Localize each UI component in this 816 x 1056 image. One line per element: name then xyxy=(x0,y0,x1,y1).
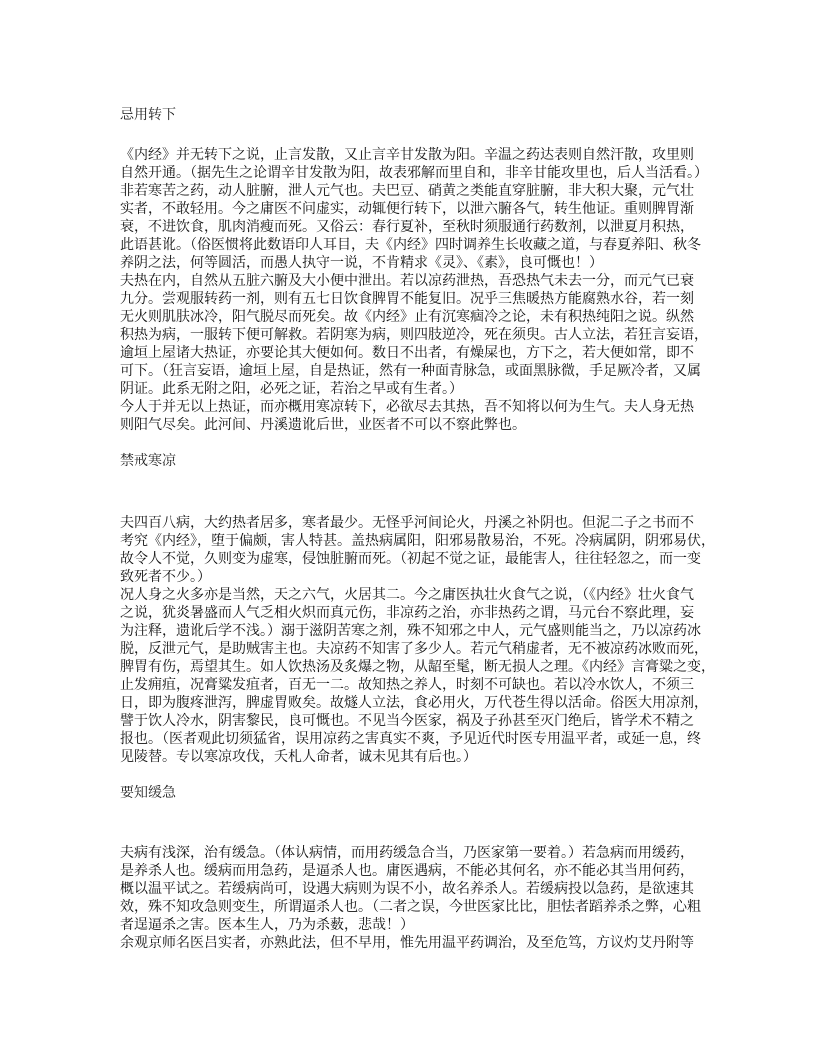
text-line: 者逞逼杀之害。医本生人，乃为杀薮，悲哉！） xyxy=(120,917,414,933)
text-line: 逾垣上屋诸大热证，亦要论其大便如何。数日不出者，有燥屎也，方下之，若大便如常，即不 xyxy=(120,345,694,361)
text-line: 《内经》并无转下之说，止言发散，又止言辛甘发散为阳。辛温之药达表则自然汗散，攻里则 xyxy=(120,147,694,163)
text-line: 余观京师名医吕实者，亦熟此法，但不早用，惟先用温平药调治，及至危笃，方议灼艾丹附等 xyxy=(120,935,694,951)
paragraph-3-2 xyxy=(120,934,700,952)
text-line: 则阳气尽矣。此河间、丹溪遗讹后世，业医者不可以不察此弊也。 xyxy=(120,417,526,433)
text-line: 脱，反泄元气，是助贼害主也。夫凉药不知害了多少人。若元气稍虚者，无不被凉药冰败而死， xyxy=(120,641,708,657)
section-heading-2: 禁戒寒凉 xyxy=(120,453,176,469)
text-line: 报也。（医者观此切须猛省，误用凉药之害真实不爽，予见近代时医专用温平者，或延一息，终 xyxy=(120,731,701,747)
text-line: 积热为病，一服转下便可解救。若阴寒为病，则四肢逆冷，死在须臾。古人立法，若狂言妄语， xyxy=(120,327,708,343)
text-line: 为注释，遗讹后学不浅。）溺于滋阴苦寒之剂，殊不知邪之中人，元气盛则能当之，乃以凉药冰 xyxy=(120,623,701,639)
paragraph-2-1 xyxy=(120,514,715,586)
paragraph-3-1 xyxy=(120,844,700,934)
text-line: 无火则肌肤冰冷，阳气脱尽而死矣。故《内经》止有沉寒痼冷之论，未有积热纯阳之说。纵然 xyxy=(120,309,694,325)
text-line: 见陵替。专以寒凉攻伐，夭札人命者，诚未见其有后也。） xyxy=(120,749,477,765)
text-line: 自然开通。（据先生之论谓辛甘发散为阳，故表邪解而里自和，非辛甘能攻里也，后人当活看。） xyxy=(120,165,708,181)
text-line: 日，即为腹疼泄泻，脾虚胃败矣。故燧人立法，食必用火，万代苍生得以活命。俗医大用凉剂， xyxy=(120,695,708,711)
text-line: 非若寒苦之药，动人脏腑，泄人元气也。夫巴豆、硝黄之类能直穿脏腑，非大积大聚，元气壮 xyxy=(120,183,694,199)
section-heading-3: 要知缓急 xyxy=(120,785,176,801)
text-line: 阴证。此系无附之阳，必死之证，若治之早或有生者。） xyxy=(120,381,463,397)
text-line: 故令人不觉，久则变为虚寒，侵蚀脏腑而死。（初起不觉之证，最能害人，往往轻忽之，而一变 xyxy=(120,551,701,567)
text-line: 之说，犹炎暑盛而人气乏相火炽而真元伤，非凉药之治，亦非热药之谓，马元台不察此理，妄 xyxy=(120,605,694,621)
text-line: 夫热在内，自然从五脏六腑及大小便中泄出。若以凉药泄热，吾恐热气未去一分，而元气已衰 xyxy=(120,273,694,289)
text-line: 止发痈疽，况膏粱发疽者，百无一二。故知热之养人，时刻不可缺也。若以冷水饮人，不须三 xyxy=(120,677,694,693)
text-line: 养阴之法，何等圆活，而愚人执守一说，不肯精求《灵》、《素》，良可慨也！） xyxy=(120,255,603,271)
text-line: 譬于饮人冷水，阴害黎民，良可慨也。不见当今医家，祸及子孙甚至灭门绝后，皆学术不精之 xyxy=(120,713,694,729)
text-line: 致死者不少。） xyxy=(120,569,211,585)
paragraph-2-2 xyxy=(120,586,715,766)
paragraph-1-1 xyxy=(120,146,708,272)
text-line: 夫四百八病，大约热者居多，寒者最少。无怪乎河间论火，丹溪之补阴也。但泥二子之书而不 xyxy=(120,515,694,531)
text-line: 今人于并无以上热证，而亦概用寒凉转下，必欲尽去其热，吾不知将以何为生气。夫人身无热 xyxy=(120,399,694,415)
text-line: 夫病有浅深，治有缓急。（体认病情，而用药缓急合当，乃医家第一要着。）若急病而用缓药， xyxy=(120,845,694,861)
text-line: 概以温平试之。若缓病尚可，设遇大病则为误不小，故名养杀人。若缓病投以急药，是欲速其 xyxy=(120,881,694,897)
text-line: 九分。尝观服转药一剂，则有五七日饮食脾胃不能复旧。况乎三焦暖热方能腐熟水谷，若一刻 xyxy=(120,291,694,307)
paragraph-1-3 xyxy=(120,398,700,434)
text-line: 考究《内经》，堕于偏颇，害人特甚。盖热病属阳，阳邪易散易治，不死。冷病属阴，阴邪易伏， xyxy=(120,533,715,549)
text-line: 况人身之火多亦是当然，天之六气，火居其二。今之庸医执壮火食气之说，（《内经》壮火食气 xyxy=(120,587,694,603)
text-line: 脾胃有伤，焉望其生。如人饮热汤及炙爆之物，从龆至髦，断无损人之理。《内经》言膏粱之变， xyxy=(120,659,715,675)
text-line: 可下。（狂言妄语，逾垣上屋，自是热证，然有一种面青脉急，或面黑脉微，手足厥冷者，又属 xyxy=(120,363,701,379)
text-line: 效，殊不知攻急则变生，所谓逼杀人也。（二者之误，今世医家比比，胆怯者蹈养杀之弊，心粗 xyxy=(120,899,701,915)
section-heading-1: 忌用转下 xyxy=(120,107,176,123)
text-line: 此语甚讹。（俗医惯将此数语印人耳目，夫《内经》四时调养生长收藏之道，与春夏养阳、秋冬 xyxy=(120,237,701,253)
text-line: 衰，不进饮食，肌肉消瘦而死。又俗云：春行夏补，至秋时须服通行药数剂，以泄夏月积热， xyxy=(120,219,694,235)
text-line: 实者，不敢轻用。今之庸医不问虚实，动辄便行转下，以泄六腑各气，转生他证。重则脾胃渐 xyxy=(120,201,694,217)
text-line: 是养杀人也。缓病而用急药，是逼杀人也。庸医遇病，不能必其何名，亦不能必其当用何药， xyxy=(120,863,694,879)
paragraph-1-2 xyxy=(120,272,708,398)
